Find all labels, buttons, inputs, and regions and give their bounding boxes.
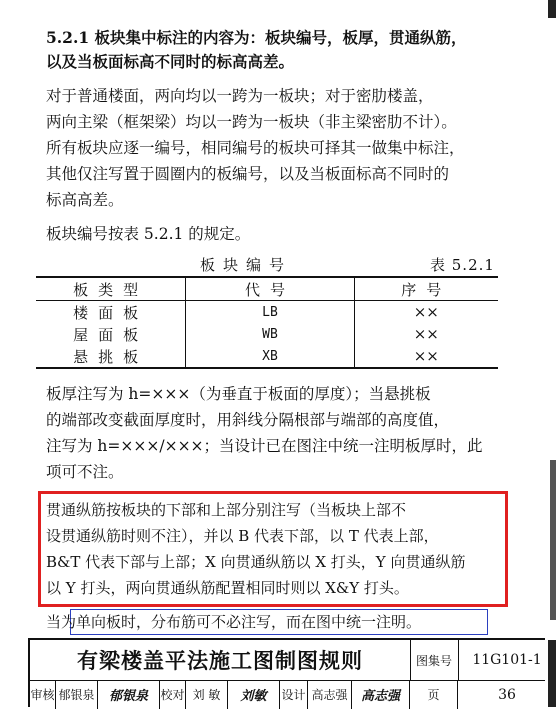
paragraph-line: 以 Y 打头，两向贯通纵筋配置相同时则以 X&Y 打头。: [46, 579, 409, 597]
table-row: [36, 345, 498, 368]
paragraph-line: B&T 代表下部与上部；X 向贯通纵筋以 X 打头，Y 向贯通纵筋: [46, 553, 466, 571]
section-heading-line1: 5.2.1 板块集中标注的内容为：板块编号，板厚，贯通纵筋，: [46, 28, 467, 47]
paragraph-line: 标高高差。: [46, 191, 124, 209]
table-intro: 板块编号按表 5.2.1 的规定。: [46, 225, 251, 243]
table-cell: LB: [186, 301, 354, 324]
table-number: 表 5.2.1: [430, 256, 495, 274]
set-number: 11G101-1: [458, 640, 556, 681]
table-cell: ××: [413, 303, 439, 321]
paragraph-line: 项可不注。: [46, 463, 124, 481]
review-label: 审核: [30, 680, 56, 709]
checker-name: 刘 敏: [186, 680, 228, 709]
table-cell: WB: [186, 323, 354, 345]
checker-signature: 刘敏: [228, 680, 280, 709]
reviewer-name: 郁银泉: [56, 680, 98, 709]
table-title: 板块编号: [200, 256, 293, 274]
paragraph-line: 的端部改变截面厚度时，用斜线分隔根部与端部的高度值，: [46, 411, 450, 429]
reviewer-signature: 郁银泉: [98, 680, 160, 709]
table-cell: XB: [186, 345, 354, 368]
table-header-cell: 序号: [401, 280, 452, 299]
page-number: 36: [498, 686, 516, 703]
table-row: [36, 301, 498, 324]
table-row: [36, 323, 498, 345]
design-label: 设计: [280, 680, 308, 709]
table-cell: ××: [413, 325, 439, 343]
drawing-title: 有梁楼盖平法施工图制图规则: [30, 640, 411, 681]
paragraph-line: 对于普通楼面，两向均以一跨为一板块；对于密肋楼盖，: [46, 87, 434, 105]
plate-code-table: [36, 276, 498, 369]
paragraph-line: 当为单向板时，分布筋可不必注写，而在图中统一注明。: [46, 613, 422, 631]
designer-name: 高志强: [308, 680, 352, 709]
table-header-cell: 代号: [186, 277, 354, 301]
table-cell: ××: [413, 347, 439, 365]
paragraph-line: 所有板块应逐一编号，相同编号的板块可择其一做集中标注，: [46, 139, 465, 157]
scan-edge-mark: [548, 0, 556, 18]
paragraph-line: 其他仅注写置于圆圈内的板编号，以及当板面标高不同时的: [46, 165, 450, 183]
table-cell: 屋面板: [36, 323, 186, 345]
table-cell: 悬挑板: [36, 345, 186, 368]
set-number-label: 图集号: [410, 640, 459, 681]
drawing-title-block: [28, 638, 554, 707]
paragraph-line: 板厚注写为 h=×××（为垂直于板面的厚度）；当悬挑板: [46, 385, 431, 403]
page-label: 页: [410, 680, 458, 709]
paragraph-line: 注写为 h=×××/×××；当设计已在图注中统一注明板厚时，此: [46, 437, 483, 455]
paragraph-line: 贯通纵筋按板块的下部和上部分别注写（当板块上部不: [46, 501, 407, 519]
table-header-cell: 板类型: [36, 277, 186, 301]
signature-row: [30, 680, 556, 709]
section-heading-line2: 以及当板面标高不同时的标高高差。: [46, 52, 295, 71]
paragraph-line: 设贯通纵筋时则不注），并以 B 代表下部，以 T 代表上部，: [46, 527, 439, 545]
table-header-row: [36, 277, 498, 301]
designer-signature: 高志强: [352, 680, 410, 709]
table-cell: 楼面板: [36, 301, 186, 324]
scan-edge: [545, 0, 556, 707]
scan-edge-mark: [550, 460, 556, 620]
paragraph-line: 两向主梁（框架梁）均以一跨为一板块（非主梁密肋不计）。: [46, 113, 457, 131]
scan-edge-mark: [548, 640, 556, 707]
check-label: 校对: [160, 680, 186, 709]
